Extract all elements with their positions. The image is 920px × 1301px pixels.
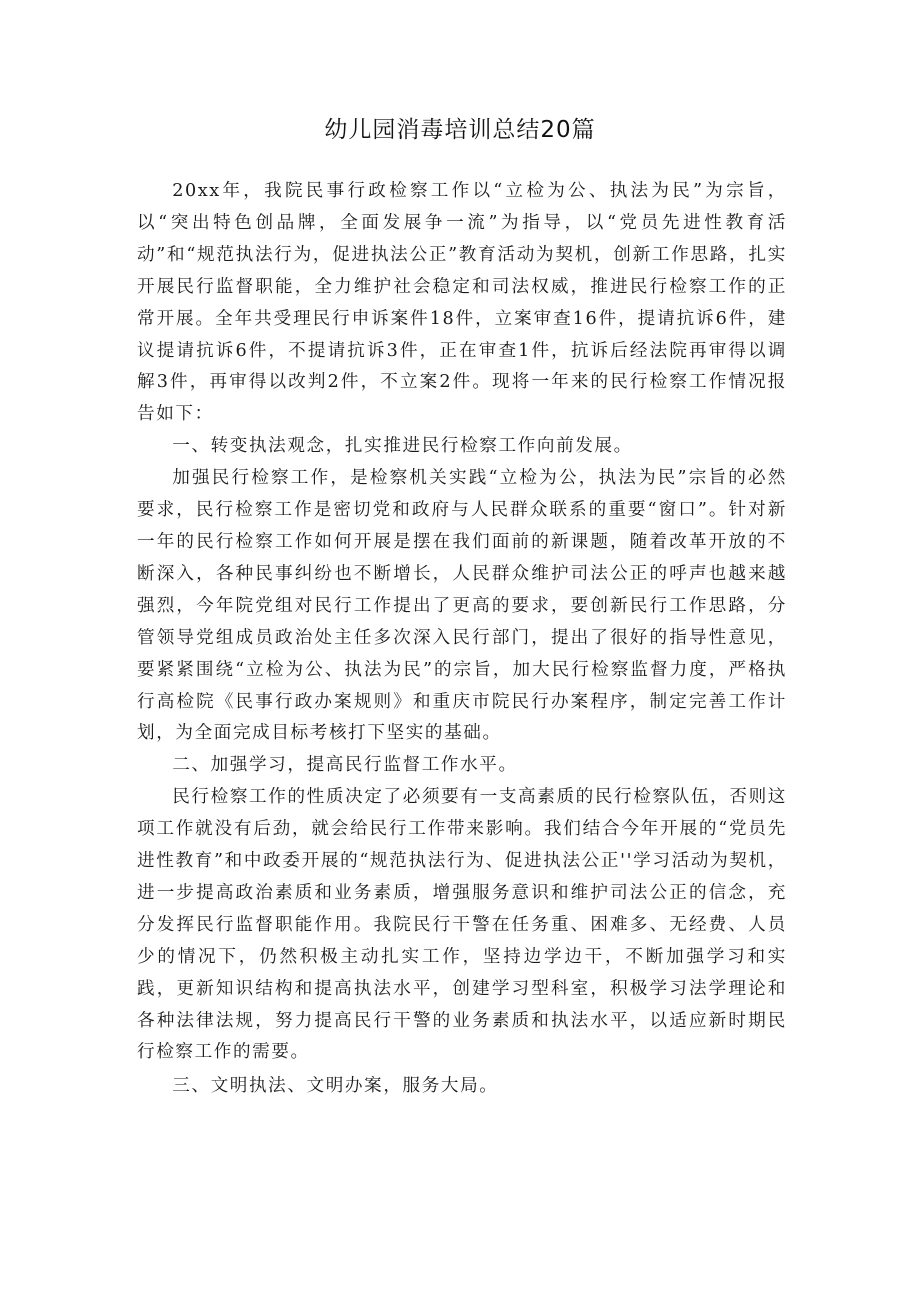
paragraph-section-2: 民行检察工作的性质决定了必须要有一支高素质的民行检察队伍，否则这项工作就没有后劲，就会给民行工作带来影响。我们结合今年开展的“党员先进性教育”和中政委开展的“规范执法行为、促进执法公正''学习活动为契机，进一步提高政治素质和业务素质，增强服务意识和维护司法公正的信念，充分发挥民行监督职能作用。我院民行干警在任务重、困难多、无经费、人员少的情况下，仍然积极主动扎实工作，坚持边学边干，不断加强学习和实践，更新知识结构和提高执法水平，创建学习型科室，积极学习法学理论和各种法律法规，努力提高民行干警的业务素质和执法水平，以适应新时期民行检察工作的需要。 <box>137 787 787 1063</box>
document-title: 幼儿园消毒培训总结20篇 <box>324 117 596 143</box>
section-heading-2: 二、加强学习，提高民行监督工作水平。 <box>172 755 518 776</box>
document-body <box>137 176 787 1103</box>
section-heading-3: 三、文明执法、文明办案，服务大局。 <box>172 1076 499 1097</box>
section-heading-1: 一、转变执法观念，扎实推进民行检察工作向前发展。 <box>172 436 633 457</box>
paragraph-section-1: 加强民行检察工作，是检察机关实践“立检为公，执法为民”宗旨的必然要求，民行检察工作是密切党和政府与人民群众联系的重要“窗口”。针对新一年的民行检察工作如何开展是摆在我们面前的新课题，随着改革开放的不断深入，各种民事纠纷也不断增长，人民群众维护司法公正的呼声也越来越强烈，今年院党组对民行工作提出了更高的要求，要创新民行工作思路，分管领导党组成员政治处主任多次深入民行部门，提出了很好的指导性意见，要紧紧围绕“立检为公、执法为民”的宗旨，加大民行检察监督力度，严格执行高检院《民事行政办案规则》和重庆市院民行办案程序，制定完善工作计划，为全面完成目标考核打下坚实的基础。 <box>137 468 787 744</box>
paragraph-intro: 20xx年，我院民事行政检察工作以“立检为公、执法为民”为宗旨，以“突出特色创品牌，全面发展争一流”为指导，以“党员先进性教育活动”和“规范执法行为，促进执法公正”教育活动为契机，创新工作思路，扎实开展民行监督职能，全力维护社会稳定和司法权威，推进民行检察工作的正常开展。全年共受理民行申诉案件18件，立案审查16件，提请抗诉6件，建议提请抗诉6件，不提请抗诉3件，正在审查1件，抗诉后经法院再审得以调解3件，再审得以改判2件，不立案2件。现将一年来的民行检察工作情况报告如下： <box>137 181 787 425</box>
